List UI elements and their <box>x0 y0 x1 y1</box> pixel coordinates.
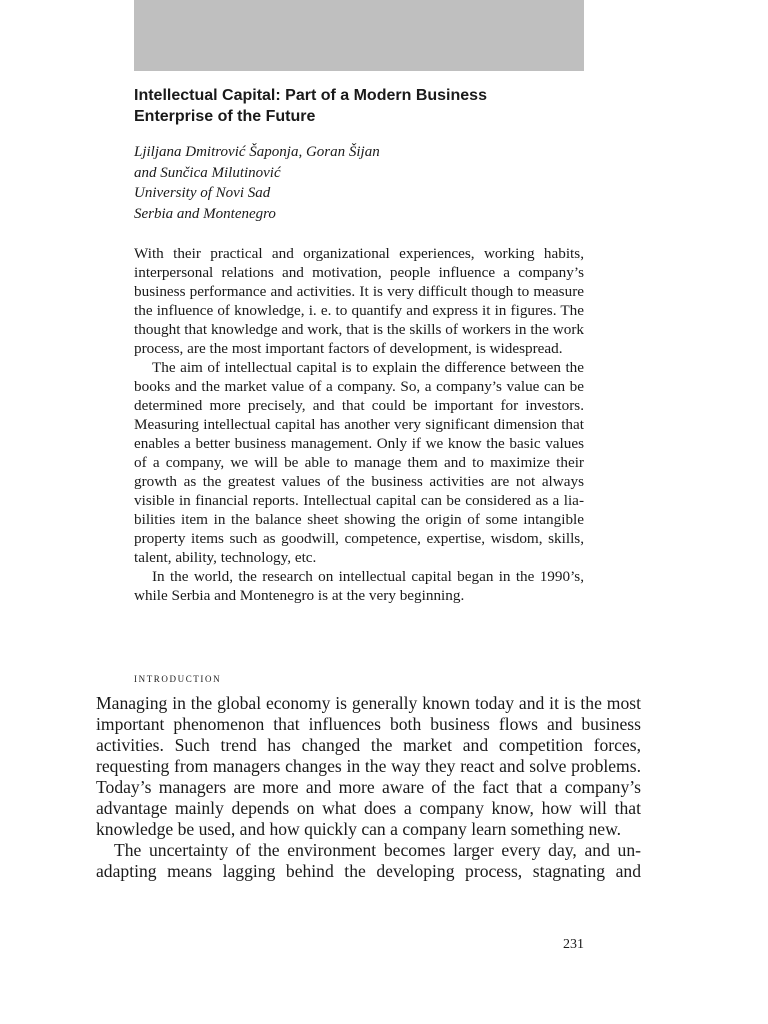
abstract-paragraph: With their practical and organizational experiences, working habits, interpersonal relations and motivation, people influence a company’s business performance and activities. It is very difficult though to measure the influence of knowledge, i. e. to quantify and express it in figures. The thought that knowledge and work, that is the skills of workers in the work process, are the most important factors of development, is widespread. <box>134 245 584 357</box>
abstract-paragraph: In the world, the research on intellectual capital began in the 1990’s, while Serbia and Montenegro is at the very beginning. <box>134 568 584 604</box>
authors-line: Ljiljana Dmitrović Šaponja, Goran Šijan <box>134 144 380 160</box>
abstract-paragraph: The aim of intellectual capital is to explain the difference between the books and the market value of a company. So, a company’s value can be determined more precisely, and that could be important for investors. Measuring intellectual capital has another very significant dimension that enables a better business management. Only if we know the basic values of a company, we will be able to manage them and to maximize their growth as the greatest values of the business activities are not always visible in financial reports. Intellectual capital can be considered as a liabilities item in the balance sheet showing the origin of some intangible property items such as goodwill, competence, expertise, wisdom, skills, talent, ability, technology, etc. <box>134 359 584 566</box>
article-title-line: Intellectual Capital: Part of a Modern Business <box>134 87 487 104</box>
authors-line: and Sunčica Milutinović <box>134 164 281 181</box>
header-band <box>134 0 584 71</box>
affiliation-line: University of Novi Sad <box>134 185 271 201</box>
article-title <box>134 86 584 127</box>
body-paragraph: Managing in the global economy is generally known today and it is the most important phenomenon that influences both business flows and business activities. Such trend has changed the market and competition forces, requesting from managers changes in the way they react and solve problems. Today’s managers are more and more aware of the fact that a company’s advantage mainly depends on what does a company know, how will that knowledge be used, and how quickly can a company learn something new. <box>96 693 641 839</box>
page-number: 231 <box>563 937 584 952</box>
body-text <box>96 693 641 882</box>
article-title-line: Enterprise of the Future <box>134 107 316 125</box>
abstract <box>134 244 584 605</box>
section-heading: introduction <box>134 671 222 685</box>
author-block <box>134 142 584 224</box>
body-paragraph: The uncertainty of the environment becomes larger every day, and unadapting means lagging behind the developing process, stagnating and <box>96 840 641 881</box>
country-line: Serbia and Montenegro <box>134 205 276 222</box>
